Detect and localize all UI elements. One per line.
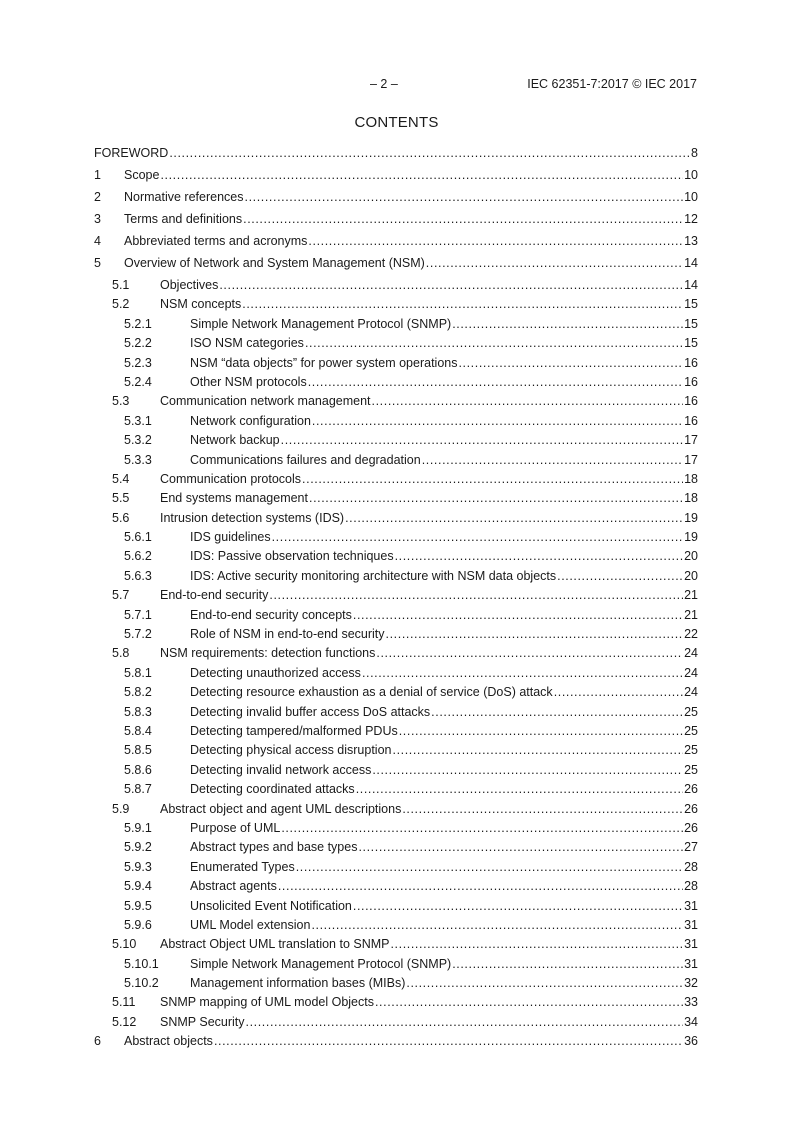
toc-entry[interactable] (94, 975, 698, 994)
toc-dot-leader (160, 167, 683, 184)
toc-entry-title: NSM “data objects” for power system operations (190, 355, 458, 370)
toc-entry-page-number: 16 (684, 355, 698, 370)
toc-entry-page-number: 28 (684, 859, 698, 874)
toc-dot-leader (246, 1014, 684, 1031)
toc-entry-page-number: 10 (684, 190, 698, 204)
toc-entry-page-number: 15 (684, 297, 698, 312)
toc-entry-title: IDS: Passive observation techniques (190, 549, 394, 564)
toc-entry-page-number: 16 (684, 413, 698, 428)
toc-entry-title: SNMP mapping of UML model Objects (160, 995, 374, 1010)
toc-entry-number: 5.7 (112, 588, 130, 603)
toc-dot-leader (353, 607, 683, 624)
toc-entry[interactable] (94, 277, 698, 296)
toc-entry-page-number: 10 (684, 168, 698, 182)
toc-entry-page-number: 14 (684, 278, 698, 292)
toc-entry-number: 5.12 (112, 1014, 137, 1029)
toc-entry-title: End-to-end security concepts (190, 607, 352, 622)
toc-dot-leader (356, 781, 683, 798)
toc-dot-leader (243, 211, 683, 228)
toc-entry-title: Abstract agents (190, 879, 277, 894)
toc-entry-number: 5.9.1 (124, 820, 152, 835)
page-header (0, 77, 793, 93)
toc-entry[interactable] (94, 490, 698, 509)
toc-entry[interactable] (94, 859, 698, 878)
toc-entry[interactable] (94, 145, 698, 167)
toc-entry[interactable] (94, 296, 698, 315)
toc-dot-leader (305, 335, 683, 352)
toc-entry-number: 5.4 (112, 471, 130, 486)
toc-entry-title: Detecting physical access disruption (190, 743, 392, 758)
toc-entry-page-number: 21 (684, 607, 698, 622)
toc-entry-number: 3 (94, 212, 101, 226)
toc-entry[interactable] (94, 393, 698, 412)
toc-dot-leader (386, 626, 684, 643)
toc-entry-number: 5.6.1 (124, 530, 152, 545)
toc-entry-number: 5.3.3 (124, 452, 152, 467)
toc-entry[interactable] (94, 704, 698, 723)
toc-dot-leader (312, 413, 683, 430)
toc-entry[interactable] (94, 413, 698, 432)
toc-entry-title: Scope (124, 168, 160, 182)
toc-entry-title: Normative references (124, 190, 244, 204)
toc-entry-page-number: 25 (684, 704, 698, 719)
toc-entry[interactable] (94, 587, 698, 606)
toc-entry[interactable] (94, 684, 698, 703)
toc-entry-title: Communications failures and degradation (190, 452, 421, 467)
toc-entry[interactable] (94, 878, 698, 897)
toc-entry-page-number: 8 (691, 146, 698, 160)
toc-entry-number: 4 (94, 234, 101, 248)
toc-dot-leader (376, 645, 683, 662)
toc-entry[interactable] (94, 432, 698, 451)
toc-entry-number: 5.2.3 (124, 355, 152, 370)
toc-entry-number: 5.3.1 (124, 413, 152, 428)
toc-entry-page-number: 18 (684, 471, 698, 486)
toc-entry-title: Management information bases (MIBs) (190, 976, 406, 991)
toc-entry[interactable] (94, 645, 698, 664)
toc-entry[interactable] (94, 1033, 698, 1055)
toc-entry-page-number: 15 (684, 316, 698, 331)
toc-entry-title: ISO NSM categories (190, 336, 304, 351)
toc-entry[interactable] (94, 994, 698, 1013)
toc-entry-page-number: 21 (684, 588, 698, 603)
toc-entry-page-number: 20 (684, 549, 698, 564)
toc-entry-title: Abstract objects (124, 1034, 213, 1049)
toc-entry-number: 5.10.1 (124, 956, 159, 971)
toc-entry-page-number: 13 (684, 234, 698, 248)
toc-dot-leader (402, 801, 683, 818)
toc-entry[interactable] (94, 374, 698, 393)
toc-entry-page-number: 16 (684, 394, 698, 409)
toc-entry-number: 5.8.1 (124, 665, 152, 680)
toc-dot-leader (281, 432, 683, 449)
toc-dot-leader (390, 936, 683, 953)
toc-entry-number: 5.9.4 (124, 879, 152, 894)
toc-entry-title: Detecting coordinated attacks (190, 782, 355, 797)
toc-entry[interactable] (94, 723, 698, 742)
toc-entry[interactable] (94, 568, 698, 587)
toc-dot-leader (372, 393, 684, 410)
toc-entry[interactable] (94, 781, 698, 800)
toc-entry-number: 5.6 (112, 510, 130, 525)
toc-dot-leader (395, 548, 684, 565)
toc-dot-leader (452, 956, 683, 973)
toc-entry-title: Detecting resource exhaustion as a denial of service (DoS) attack (190, 685, 553, 700)
toc-entry-title: Purpose of UML (190, 820, 281, 835)
toc-entry-title: Abstract types and base types (190, 840, 358, 855)
toc-entry-number: 1 (94, 168, 101, 182)
toc-entry-number: 5.2 (112, 297, 130, 312)
toc-dot-leader (245, 189, 684, 206)
toc-entry-number: 5.9.6 (124, 917, 152, 932)
toc-entry[interactable] (94, 801, 698, 820)
toc-dot-leader (242, 296, 683, 313)
toc-entry-page-number: 25 (684, 762, 698, 777)
toc-entry-number: 5.8.6 (124, 762, 152, 777)
toc-entry-title: SNMP Security (160, 1014, 245, 1029)
toc-title: CONTENTS (354, 114, 439, 131)
toc-entry-title: Intrusion detection systems (IDS) (160, 510, 345, 525)
toc-entry-page-number: 31 (684, 898, 698, 913)
toc-entry[interactable] (94, 189, 698, 211)
toc-dot-leader (375, 994, 683, 1011)
toc-entry-number: 5.10.2 (124, 976, 159, 991)
toc-entry-title: Abstract Object UML translation to SNMP (160, 937, 390, 952)
toc-entry-page-number: 19 (684, 510, 698, 525)
toc-entry-number: 5.9.3 (124, 859, 152, 874)
toc-dot-leader (281, 820, 683, 837)
toc-entry[interactable] (94, 917, 698, 936)
toc-entry-page-number: 34 (684, 1014, 698, 1029)
toc-entry-title: FOREWORD (94, 146, 169, 160)
toc-entry-page-number: 19 (684, 530, 698, 545)
toc-entry-page-number: 16 (684, 374, 698, 389)
toc-entry-number: 5.2.4 (124, 374, 152, 389)
toc-entry-page-number: 31 (684, 937, 698, 952)
toc-entry-title: Enumerated Types (190, 859, 295, 874)
toc-entry-title: Detecting unauthorized access (190, 665, 361, 680)
toc-entry-page-number: 18 (684, 491, 698, 506)
toc-entry[interactable] (94, 355, 698, 374)
toc-entry-title: Other NSM protocols (190, 374, 307, 389)
toc-entry-number: 5.7.1 (124, 607, 152, 622)
toc-entry-title: Objectives (160, 278, 219, 292)
toc-dot-leader (458, 355, 683, 372)
toc-entry[interactable] (94, 936, 698, 955)
toc-entry-page-number: 26 (684, 782, 698, 797)
toc-dot-leader (452, 316, 683, 333)
toc-entry-title: Terms and definitions (124, 212, 243, 226)
toc-entry-number: 5.9.2 (124, 840, 152, 855)
toc-entry-number: 5.8.7 (124, 782, 152, 797)
toc-entry-number: 5.6.3 (124, 568, 152, 583)
toc-dot-leader (169, 145, 690, 162)
toc-entry-number: 5.10 (112, 937, 137, 952)
toc-entry-number: 5.9.5 (124, 898, 152, 913)
toc-entry[interactable] (94, 529, 698, 548)
toc-dot-leader (372, 762, 683, 779)
toc-entry[interactable] (94, 607, 698, 626)
toc-entry-number: 5.8.5 (124, 743, 152, 758)
toc-entry-page-number: 17 (684, 433, 698, 448)
toc-dot-leader (272, 529, 683, 546)
toc-entry[interactable] (94, 452, 698, 471)
toc-entry-page-number: 22 (684, 627, 698, 642)
toc-entry-number: 5.6.2 (124, 549, 152, 564)
toc-dot-leader (345, 510, 683, 527)
toc-entry-page-number: 17 (684, 452, 698, 467)
toc-entry-title: Detecting invalid buffer access DoS attacks (190, 704, 431, 719)
toc-entry-page-number: 25 (684, 743, 698, 758)
toc-entry-number: 5.8.3 (124, 704, 152, 719)
toc-entry-page-number: 32 (684, 976, 698, 991)
toc-entry-number: 5.8 (112, 646, 130, 661)
toc-entry-page-number: 26 (684, 820, 698, 835)
toc-entry-page-number: 33 (684, 995, 698, 1010)
toc-dot-leader (353, 898, 683, 915)
toc-entry-title: Network backup (190, 433, 280, 448)
toc-entry-page-number: 28 (684, 879, 698, 894)
toc-entry[interactable] (94, 548, 698, 567)
toc-dot-leader (311, 917, 683, 934)
toc-entry-title: NSM concepts (160, 297, 242, 312)
toc-entry[interactable] (94, 471, 698, 490)
toc-dot-leader (309, 490, 683, 507)
toc-entry-number: 6 (94, 1034, 101, 1049)
toc-entry-number: 2 (94, 190, 101, 204)
toc-entry-page-number: 31 (684, 956, 698, 971)
toc-dot-leader (554, 684, 683, 701)
toc-entry-title: Detecting tampered/malformed PDUs (190, 723, 398, 738)
toc-entry[interactable] (94, 211, 698, 233)
toc-entry-title: Overview of Network and System Management (NSM) (124, 256, 425, 270)
toc-entry-number: 5.9 (112, 801, 130, 816)
toc-entry-title: IDS: Active security monitoring architecture with NSM data objects (190, 568, 557, 583)
toc-dot-leader (296, 859, 683, 876)
toc-entry-number: 5 (94, 256, 101, 270)
toc-entry-number: 5.8.2 (124, 685, 152, 700)
toc-entry-number: 5.5 (112, 491, 130, 506)
toc-entry-number: 5.1 (112, 278, 130, 292)
toc-entry-title: NSM requirements: detection functions (160, 646, 376, 661)
toc-entry-title: Abstract object and agent UML descriptions (160, 801, 402, 816)
toc-entry[interactable] (94, 839, 698, 858)
toc-dot-leader (278, 878, 683, 895)
toc-entry-title: IDS guidelines (190, 530, 271, 545)
toc-entry-number: 5.3 (112, 394, 130, 409)
toc-entry[interactable] (94, 167, 698, 189)
toc-dot-leader (362, 665, 683, 682)
toc-dot-leader (393, 742, 684, 759)
toc-entry-title: Network configuration (190, 413, 311, 428)
toc-entry-title: Simple Network Management Protocol (SNMP) (190, 316, 452, 331)
toc-entry-title: Communication protocols (160, 471, 302, 486)
toc-entry-title: Detecting invalid network access (190, 762, 372, 777)
toc-entry[interactable] (94, 233, 698, 255)
toc-entry-number: 5.3.2 (124, 433, 152, 448)
toc-dot-leader (219, 277, 683, 294)
toc-dot-leader (431, 704, 683, 721)
toc-entry-page-number: 31 (684, 917, 698, 932)
toc-entry[interactable] (94, 762, 698, 781)
table-of-contents (94, 145, 698, 1055)
toc-dot-leader (302, 471, 683, 488)
toc-entry[interactable] (94, 316, 698, 335)
toc-entry[interactable] (94, 898, 698, 917)
toc-entry[interactable] (94, 665, 698, 684)
toc-entry[interactable] (94, 255, 698, 277)
toc-dot-leader (269, 587, 683, 604)
toc-dot-leader (422, 452, 683, 469)
toc-dot-leader (426, 255, 683, 272)
toc-entry-title: Simple Network Management Protocol (SNMP) (190, 956, 452, 971)
toc-entry-title: Unsolicited Event Notification (190, 898, 352, 913)
document-reference: IEC 62351-7:2017 © IEC 2017 (527, 77, 697, 91)
toc-dot-leader (406, 975, 683, 992)
toc-dot-leader (308, 233, 683, 250)
toc-entry-title: UML Model extension (190, 917, 311, 932)
toc-dot-leader (399, 723, 683, 740)
toc-entry-page-number: 24 (684, 685, 698, 700)
toc-entry[interactable] (94, 626, 698, 645)
toc-entry-title: End systems management (160, 491, 308, 506)
toc-dot-leader (358, 839, 683, 856)
toc-entry-number: 5.7.2 (124, 627, 152, 642)
toc-entry[interactable] (94, 820, 698, 839)
toc-entry-page-number: 26 (684, 801, 698, 816)
toc-entry-title: Communication network management (160, 394, 371, 409)
toc-dot-leader (557, 568, 683, 585)
toc-entry-page-number: 15 (684, 336, 698, 351)
toc-entry-page-number: 36 (684, 1034, 698, 1049)
toc-entry-page-number: 27 (684, 840, 698, 855)
toc-entry[interactable] (94, 956, 698, 975)
toc-dot-leader (308, 374, 683, 391)
page-number: – 2 – (370, 77, 398, 91)
toc-entry-title: Role of NSM in end-to-end security (190, 627, 385, 642)
toc-entry-number: 5.11 (112, 995, 136, 1010)
toc-entry[interactable] (94, 335, 698, 354)
toc-entry[interactable] (94, 1014, 698, 1033)
toc-entry-page-number: 25 (684, 723, 698, 738)
toc-entry-page-number: 20 (684, 568, 698, 583)
toc-entry-page-number: 14 (684, 256, 698, 270)
toc-entry[interactable] (94, 742, 698, 761)
toc-entry-page-number: 12 (684, 212, 698, 226)
toc-dot-leader (214, 1033, 683, 1050)
toc-entry-number: 5.8.4 (124, 723, 152, 738)
toc-entry-page-number: 24 (684, 646, 698, 661)
toc-entry-number: 5.2.1 (124, 316, 152, 331)
toc-entry[interactable] (94, 510, 698, 529)
toc-entry-number: 5.2.2 (124, 336, 152, 351)
toc-entry-page-number: 24 (684, 665, 698, 680)
toc-entry-title: End-to-end security (160, 588, 269, 603)
toc-entry-title: Abbreviated terms and acronyms (124, 234, 308, 248)
